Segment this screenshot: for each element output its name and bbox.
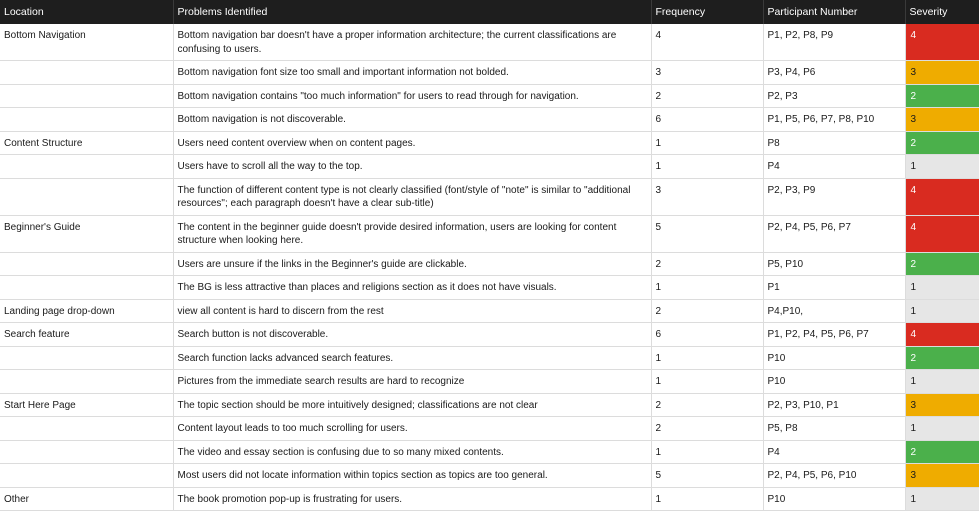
table-row xyxy=(0,252,979,276)
frequency-cell: 3 xyxy=(651,178,763,215)
severity-cell: 1 xyxy=(905,299,979,323)
severity-cell: 3 xyxy=(905,108,979,132)
participants-cell: P3, P4, P6 xyxy=(763,61,905,85)
severity-cell: 4 xyxy=(905,323,979,347)
table-row xyxy=(0,84,979,108)
problem-cell: Search function lacks advanced search features. xyxy=(173,346,651,370)
severity-cell: 2 xyxy=(905,440,979,464)
table-row xyxy=(0,178,979,215)
participants-cell: P4,P10, xyxy=(763,299,905,323)
location-cell xyxy=(0,84,173,108)
severity-cell: 1 xyxy=(905,155,979,179)
table-row xyxy=(0,440,979,464)
participants-cell: P1, P5, P6, P7, P8, P10 xyxy=(763,108,905,132)
table-row xyxy=(0,464,979,488)
participants-cell: P2, P3, P10, P1 xyxy=(763,393,905,417)
frequency-cell: 2 xyxy=(651,299,763,323)
location-cell: Search feature xyxy=(0,323,173,347)
severity-cell: 3 xyxy=(905,61,979,85)
location-cell: Bottom Navigation xyxy=(0,24,173,61)
participants-cell: P8 xyxy=(763,131,905,155)
problem-cell: Bottom navigation is not discoverable. xyxy=(173,108,651,132)
problem-cell: Bottom navigation font size too small and important information not bolded. xyxy=(173,61,651,85)
header-severity: Severity xyxy=(905,0,979,24)
severity-cell: 1 xyxy=(905,370,979,394)
problem-cell: The topic section should be more intuitively designed; classifications are not clear xyxy=(173,393,651,417)
problem-cell: Bottom navigation bar doesn't have a proper information architecture; the current classifications are confusing to users. xyxy=(173,24,651,61)
severity-cell: 2 xyxy=(905,346,979,370)
participants-cell: P2, P4, P5, P6, P10 xyxy=(763,464,905,488)
location-cell xyxy=(0,155,173,179)
location-cell xyxy=(0,178,173,215)
severity-cell: 2 xyxy=(905,84,979,108)
problem-cell: Most users did not locate information within topics section as topics are too general. xyxy=(173,464,651,488)
location-cell xyxy=(0,252,173,276)
location-cell xyxy=(0,440,173,464)
participants-cell: P4 xyxy=(763,440,905,464)
severity-cell: 2 xyxy=(905,252,979,276)
table-row xyxy=(0,323,979,347)
frequency-cell: 6 xyxy=(651,108,763,132)
participants-cell: P10 xyxy=(763,487,905,511)
severity-cell: 4 xyxy=(905,24,979,61)
problem-cell: The BG is less attractive than places and religions section as it does not have visuals. xyxy=(173,276,651,300)
location-cell xyxy=(0,417,173,441)
problem-cell: Content layout leads to too much scrolling for users. xyxy=(173,417,651,441)
problem-cell: Search button is not discoverable. xyxy=(173,323,651,347)
frequency-cell: 1 xyxy=(651,131,763,155)
frequency-cell: 1 xyxy=(651,440,763,464)
participants-cell: P10 xyxy=(763,370,905,394)
table-row xyxy=(0,370,979,394)
severity-cell: 3 xyxy=(905,393,979,417)
table-row xyxy=(0,108,979,132)
problem-cell: The video and essay section is confusing due to so many mixed contents. xyxy=(173,440,651,464)
header-frequency: Frequency xyxy=(651,0,763,24)
severity-cell: 1 xyxy=(905,487,979,511)
frequency-cell: 3 xyxy=(651,61,763,85)
participants-cell: P5, P8 xyxy=(763,417,905,441)
problem-cell: Users need content overview when on content pages. xyxy=(173,131,651,155)
table-row xyxy=(0,299,979,323)
table-row xyxy=(0,417,979,441)
location-cell: Content Structure xyxy=(0,131,173,155)
problem-cell: The content in the beginner guide doesn't provide desired information, users are looking for content structure when looking here. xyxy=(173,215,651,252)
table-row xyxy=(0,276,979,300)
table-body xyxy=(0,24,979,511)
severity-cell: 1 xyxy=(905,417,979,441)
frequency-cell: 1 xyxy=(651,370,763,394)
participants-cell: P1, P2, P8, P9 xyxy=(763,24,905,61)
location-cell: Other xyxy=(0,487,173,511)
frequency-cell: 2 xyxy=(651,252,763,276)
participants-cell: P10 xyxy=(763,346,905,370)
location-cell: Beginner's Guide xyxy=(0,215,173,252)
table-row xyxy=(0,215,979,252)
severity-cell: 1 xyxy=(905,276,979,300)
frequency-cell: 5 xyxy=(651,464,763,488)
header-participants: Participant Number xyxy=(763,0,905,24)
location-cell xyxy=(0,61,173,85)
frequency-cell: 1 xyxy=(651,487,763,511)
frequency-cell: 2 xyxy=(651,84,763,108)
frequency-cell: 2 xyxy=(651,393,763,417)
header-location: Location xyxy=(0,0,173,24)
frequency-cell: 1 xyxy=(651,276,763,300)
participants-cell: P1 xyxy=(763,276,905,300)
problem-cell: Pictures from the immediate search results are hard to recognize xyxy=(173,370,651,394)
table-row xyxy=(0,487,979,511)
problem-cell: The function of different content type is not clearly classified (font/style of "note" is similar to "additional resources"; each paragraph doesn't have a clear sub-title) xyxy=(173,178,651,215)
frequency-cell: 1 xyxy=(651,346,763,370)
location-cell xyxy=(0,464,173,488)
location-cell xyxy=(0,370,173,394)
participants-cell: P2, P3, P9 xyxy=(763,178,905,215)
problem-cell: The book promotion pop-up is frustrating for users. xyxy=(173,487,651,511)
problem-cell: Users are unsure if the links in the Beginner's guide are clickable. xyxy=(173,252,651,276)
location-cell xyxy=(0,276,173,300)
frequency-cell: 1 xyxy=(651,155,763,179)
table-row xyxy=(0,131,979,155)
table-row xyxy=(0,61,979,85)
frequency-cell: 5 xyxy=(651,215,763,252)
severity-cell: 4 xyxy=(905,215,979,252)
location-cell: Landing page drop-down xyxy=(0,299,173,323)
participants-cell: P2, P4, P5, P6, P7 xyxy=(763,215,905,252)
table-row xyxy=(0,393,979,417)
severity-cell: 4 xyxy=(905,178,979,215)
table-row xyxy=(0,24,979,61)
table-row xyxy=(0,155,979,179)
participants-cell: P4 xyxy=(763,155,905,179)
frequency-cell: 2 xyxy=(651,417,763,441)
header-problems: Problems Identified xyxy=(173,0,651,24)
participants-cell: P2, P3 xyxy=(763,84,905,108)
problem-cell: view all content is hard to discern from the rest xyxy=(173,299,651,323)
frequency-cell: 6 xyxy=(651,323,763,347)
header-row xyxy=(0,0,979,24)
participants-cell: P1, P2, P4, P5, P6, P7 xyxy=(763,323,905,347)
location-cell xyxy=(0,346,173,370)
frequency-cell: 4 xyxy=(651,24,763,61)
problem-cell: Bottom navigation contains "too much information" for users to read through for navigation. xyxy=(173,84,651,108)
location-cell xyxy=(0,108,173,132)
table-row xyxy=(0,346,979,370)
problem-cell: Users have to scroll all the way to the top. xyxy=(173,155,651,179)
location-cell: Start Here Page xyxy=(0,393,173,417)
severity-cell: 2 xyxy=(905,131,979,155)
severity-cell: 3 xyxy=(905,464,979,488)
participants-cell: P5, P10 xyxy=(763,252,905,276)
